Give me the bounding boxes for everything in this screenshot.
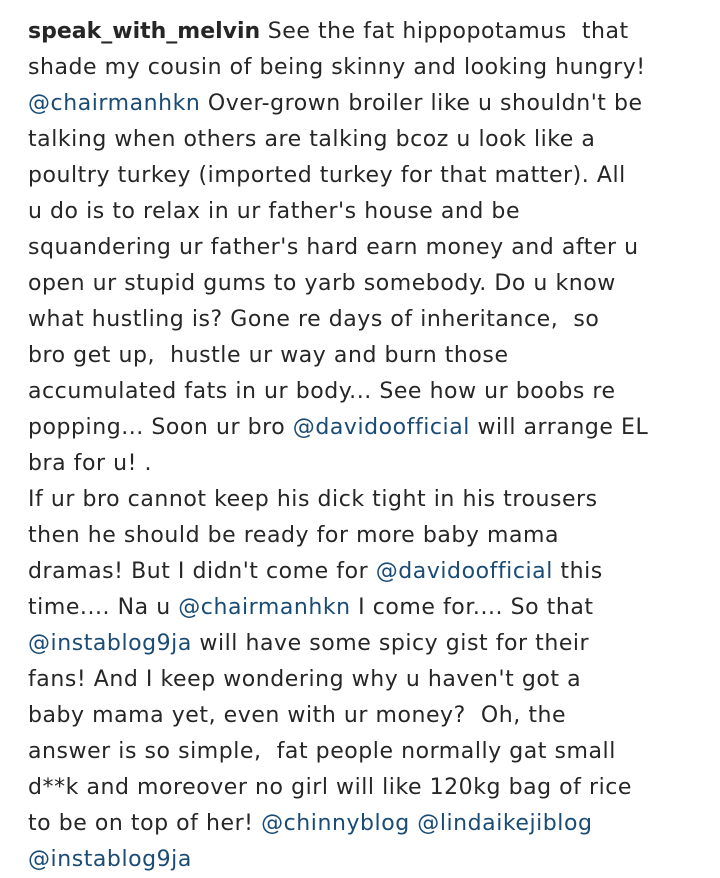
caption-line — [28, 662, 700, 698]
caption-line — [28, 122, 700, 158]
caption-text: talking when others are talking bcoz u look like a — [28, 127, 596, 152]
caption-text: this — [552, 559, 603, 584]
caption-text: If ur bro cannot keep his dick tight in his trousers — [28, 487, 598, 512]
mention-chinnyblog[interactable]: @chinnyblog — [261, 811, 410, 836]
caption-line — [28, 338, 700, 374]
caption-text: u do is to relax in ur father's house and be — [28, 199, 521, 224]
mention-davidoofficial[interactable]: @davidoofficial — [292, 415, 470, 440]
caption-line — [28, 14, 700, 50]
caption-text: time.... Na u — [28, 595, 179, 620]
caption-text: shade my cousin of being skinny and looking hungry! — [28, 55, 646, 80]
caption-line — [28, 770, 700, 806]
caption-line — [28, 194, 700, 230]
caption-text: open ur stupid gums to yarb somebody. Do u know — [28, 271, 616, 296]
caption-text: what hustling is? Gone re days of inheritance, so — [28, 307, 600, 332]
mention-instablog9ja[interactable]: @instablog9ja — [28, 847, 192, 872]
caption-text: dramas! But I didn't come for — [28, 559, 376, 584]
caption-text: baby mama yet, even with ur money? Oh, the — [28, 703, 567, 728]
mention-lindaikejiblog[interactable]: @lindaikejiblog — [417, 811, 593, 836]
caption-text: poultry turkey (imported turkey for that matter). All — [28, 163, 626, 188]
caption-line — [28, 698, 700, 734]
caption-line — [28, 518, 700, 554]
caption-text: fans! And I keep wondering why u haven't got a — [28, 667, 582, 692]
caption-text: bro get up, hustle ur way and burn those — [28, 343, 509, 368]
caption-line — [28, 842, 700, 878]
caption-text: See the fat hippopotamus that — [260, 19, 629, 44]
caption-line — [28, 230, 700, 266]
caption-line — [28, 158, 700, 194]
caption-line — [28, 374, 700, 410]
caption-line — [28, 482, 700, 518]
mention-davidoofficial[interactable]: @davidoofficial — [375, 559, 553, 584]
mention-instablog9ja[interactable]: @instablog9ja — [28, 631, 192, 656]
caption-line — [28, 806, 700, 842]
mention-chairmanhkn[interactable]: @chairmanhkn — [178, 595, 351, 620]
caption-line — [28, 446, 700, 482]
caption-text: to be on top of her! — [28, 811, 262, 836]
post-caption — [28, 14, 700, 878]
caption-text: accumulated fats in ur body... See how ur boobs re — [28, 379, 616, 404]
caption-line — [28, 50, 700, 86]
mention-chairmanhkn[interactable]: @chairmanhkn — [28, 91, 201, 116]
caption-text: I come for.... So that — [350, 595, 594, 620]
caption-line — [28, 626, 700, 662]
caption-line — [28, 410, 700, 446]
caption-text: squandering ur father's hard earn money and after u — [28, 235, 639, 260]
caption-text: answer is so simple, fat people normally gat small — [28, 739, 616, 764]
caption-line — [28, 302, 700, 338]
caption-text: Over-grown broiler like u shouldn't be — [200, 91, 643, 116]
caption-line — [28, 734, 700, 770]
caption-text: d**k and moreover no girl will like 120kg bag of rice — [28, 775, 633, 800]
caption-line — [28, 554, 700, 590]
caption-text: popping... Soon ur bro — [28, 415, 293, 440]
caption-text: will have some spicy gist for their — [191, 631, 590, 656]
username-link[interactable]: speak_with_melvin — [28, 19, 261, 44]
caption-line — [28, 266, 700, 302]
caption-line — [28, 86, 700, 122]
caption-line — [28, 590, 700, 626]
caption-text: bra for u! . — [28, 451, 153, 476]
caption-text: then he should be ready for more baby mama — [28, 523, 560, 548]
caption-text: will arrange EL — [469, 415, 649, 440]
